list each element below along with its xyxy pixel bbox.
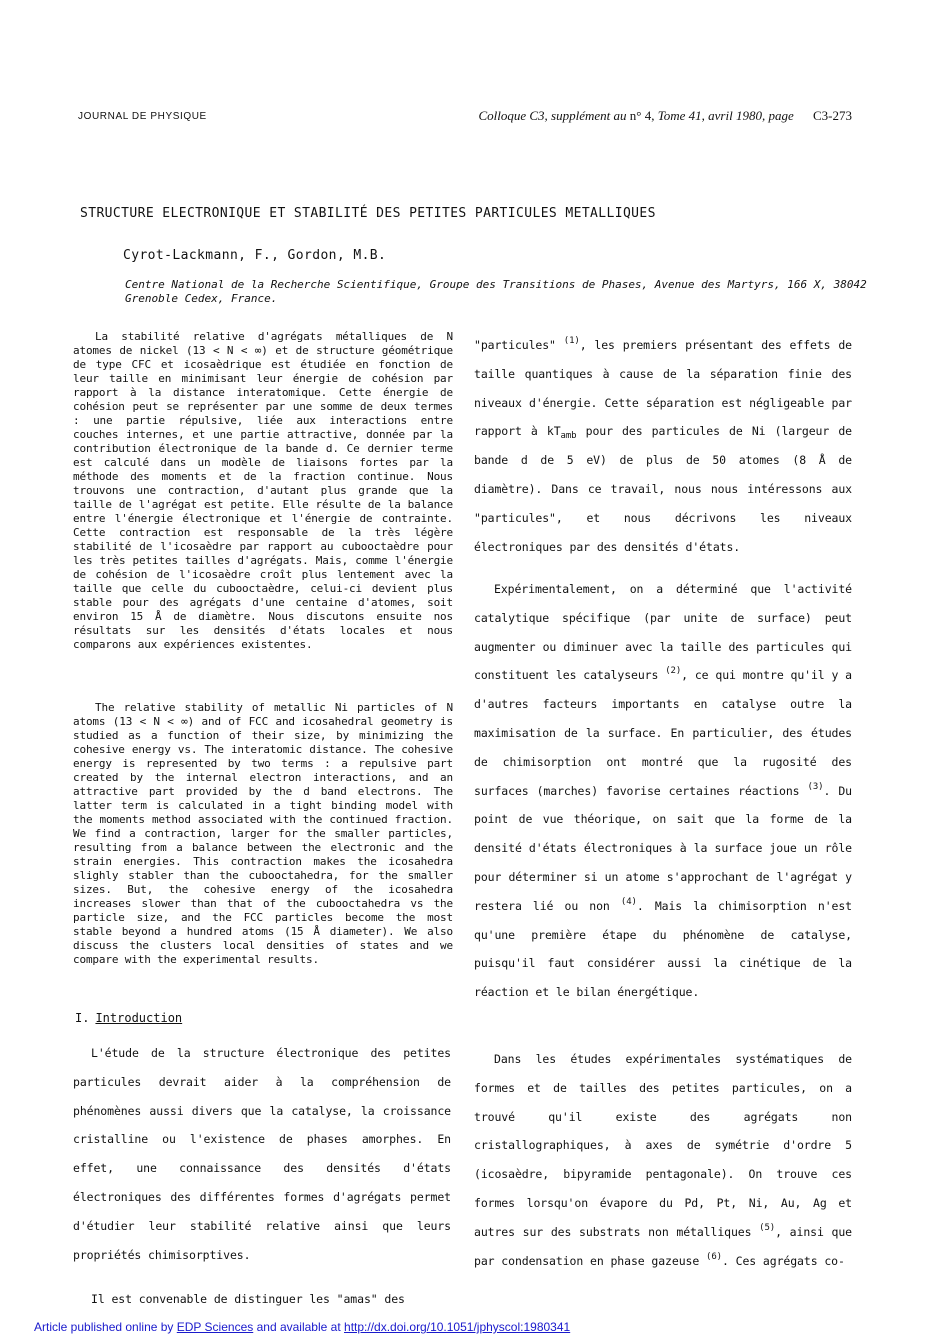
issue-number: n° 4, xyxy=(629,108,655,123)
section-number: I. xyxy=(75,1011,90,1025)
citation-ref: (5) xyxy=(759,1222,776,1233)
publisher-link[interactable]: EDP Sciences xyxy=(176,1320,254,1334)
journal-name: JOURNAL DE PHYSIQUE xyxy=(78,111,207,122)
paper-title: STRUCTURE ELECTRONIQUE ET STABILITÉ DES PETITES PARTICULES METALLIQUES xyxy=(80,206,656,221)
tome-label: Tome 41, avril 1980, page xyxy=(657,108,794,123)
text-run: "particules" xyxy=(474,338,556,352)
text-run: pour des particules de Ni (largeur de bande d de 5 eV) de plus de 50 atomes (8 Å de diamètre). Dans ce travail, nous nous intéressons aux "particules", et nous décrivons les niveaux électroniques par des densités d'états. xyxy=(474,424,852,554)
footer-text: Article published online by xyxy=(34,1320,174,1334)
subscript: amb xyxy=(560,431,577,442)
intro-paragraph-2: Il est convenable de distinguer les "amas" des xyxy=(91,1292,405,1306)
citation-ref: (1) xyxy=(563,336,580,346)
text-run: . Ces agrégats co- xyxy=(721,1253,845,1268)
text-run: , ainsi que par condensation en phase gazeuse xyxy=(474,1224,852,1268)
right-paragraph-2 xyxy=(474,575,852,1007)
citation-ref: (6) xyxy=(706,1251,722,1262)
colloque-label: Colloque C3, supplément au xyxy=(478,108,627,123)
section-title: Introduction xyxy=(95,1011,183,1025)
text-run: Dans les études expérimentales systématiques de formes et de tailles des petites particules, on a trouvé qu'il existe des agrégats non cristallographiques, à axes de symétrie d'ordre 5 (icosaèdre, bipyramide pentagonale). On trouve ces formes lorsqu'on évapore du Pd, Pt, Ni, Au, Ag et autres sur des substrats non métalliques xyxy=(474,1052,852,1239)
citation-ref: (2) xyxy=(665,666,682,677)
section-heading xyxy=(75,1011,182,1025)
text-run: , les premiers présentant des effets de taille quantiques à cause de la séparation finie des niveaux d'énergie. Cette séparation est négligeable par rapport à kT xyxy=(474,338,852,439)
publication-footer xyxy=(0,1320,930,1334)
running-header xyxy=(478,108,852,124)
paper-affiliation: Centre National de la Recherche Scientifique, Groupe des Transitions de Phases, Avenue des Martyrs, 166 X, 38042 Grenoble Cedex, France. xyxy=(125,278,867,305)
right-paragraph-3 xyxy=(474,1045,852,1275)
text-run: Expérimentalement, on a déterminé que l'activité catalytique spécifique (par unite de surface) peut augmenter ou diminuer avec la taille des particules qui constituent les catalyseurs xyxy=(474,582,852,683)
abstract-english: The relative stability of metallic Ni particles of N atoms (13 < N < ∞) and of FCC and icosahedral geometry is studied as a function of their size, by minimizing the cohesive energy vs. The interatomic distance. The cohesive energy is represented by two terms : a repulsive part created by the internal electron interactions, and an attractive part provided by the d band electrons. The latter term is calculated in a tight binding model with the moments method associated with the continued fraction. We find a contraction, larger for the smaller particles, resulting from a balance between the electronic and the strain energies. This contraction makes the icosahedra slighly stabler than the cubooctahedra, for the smaller sizes. But, the cohesive energy of the icosahedra increases slower than that of the cubooctahedra vs the particle size, and the FCC particles become the most stable beyond a hundred atoms (15 Å diameter). We also discuss the clusters local densities of states and we compare with the experimental results. xyxy=(73,701,453,966)
text-run: . Mais la chimisorption n'est qu'une première étape du phénomène de catalyse, puisqu'il faut considérer aussi la cinétique de la réaction et le bilan énergétique. xyxy=(474,898,853,1000)
text-run: . Du point de vue théorique, on sait que la forme de la densité d'états électroniques à la surface joue un rôle pour déterminer si un atome s'approchant de l'agrégat y restera lié ou non xyxy=(474,783,853,913)
intro-paragraph-1: L'étude de la structure électronique des petites particules devrait aider à la compréhension de phénomènes aussi divers que la catalyse, la croissance cristalline ou l'existence de phases amorphes. En effet, une connaissance des densités d'états électroniques des différentes formes d'agrégats permet d'étudier leur stabilité relative ainsi que leurs propriétés chimisorptives. xyxy=(73,1046,451,1262)
citation-ref: (3) xyxy=(807,781,824,792)
paper-authors: Cyrot-Lackmann, F., Gordon, M.B. xyxy=(123,248,387,263)
page-number: C3-273 xyxy=(813,108,852,123)
doi-link[interactable]: http://dx.doi.org/10.1051/jphyscol:1980341 xyxy=(344,1320,571,1334)
footer-text: and available at xyxy=(256,1320,341,1334)
right-paragraph-1 xyxy=(474,331,852,561)
citation-ref: (4) xyxy=(620,896,637,907)
abstract-french: La stabilité relative d'agrégats métalliques de N atomes de nickel (13 < N < ∞) et de structure géométrique de type CFC et icosaèdrique est étudiée en fonction de leur taille en minimisant leur énergie de cohésion par rapport à la distance interatomique. Cette énergie de cohésion peut se représenter par une somme de deux termes : une partie répulsive, liée aux interactions entre couches internes, et une partie attractive, donnée par la contribution électronique de la bande d. Ce dernier terme est calculé dans un modèle de liaisons fortes par la méthode des moments et de la fraction continue. Nous trouvons une contraction, d'autant plus grande que la taille de l'agrégat est petite. Elle résulte de la balance entre l'énergie électronique et l'énergie de contrainte. Cette contraction est responsable de la très légère stabilité de l'icosaèdre par rapport au cubooctaèdre pour les très petites tailles d'agrégats. Mais, comme l'énergie de cohésion de l'icosaèdre croît plus lentement avec la taille que celle du cubooctaèdre, celui-ci devient plus stable pour des agrégats d'une centaine d'atomes, soit environ 15 Å de diamètre. Nous discutons ensuite nos résultats sur les densités d'états locales et nous comparons aux expériences existentes. xyxy=(73,330,453,651)
text-run: , ce qui montre qu'il y a d'autres facteurs importants en catalyse outre la maximisation de la surface. En particulier, des études de chimisorption ont montré que la rugosité des surfaces (marches) favorise certaines réactions xyxy=(474,668,853,798)
